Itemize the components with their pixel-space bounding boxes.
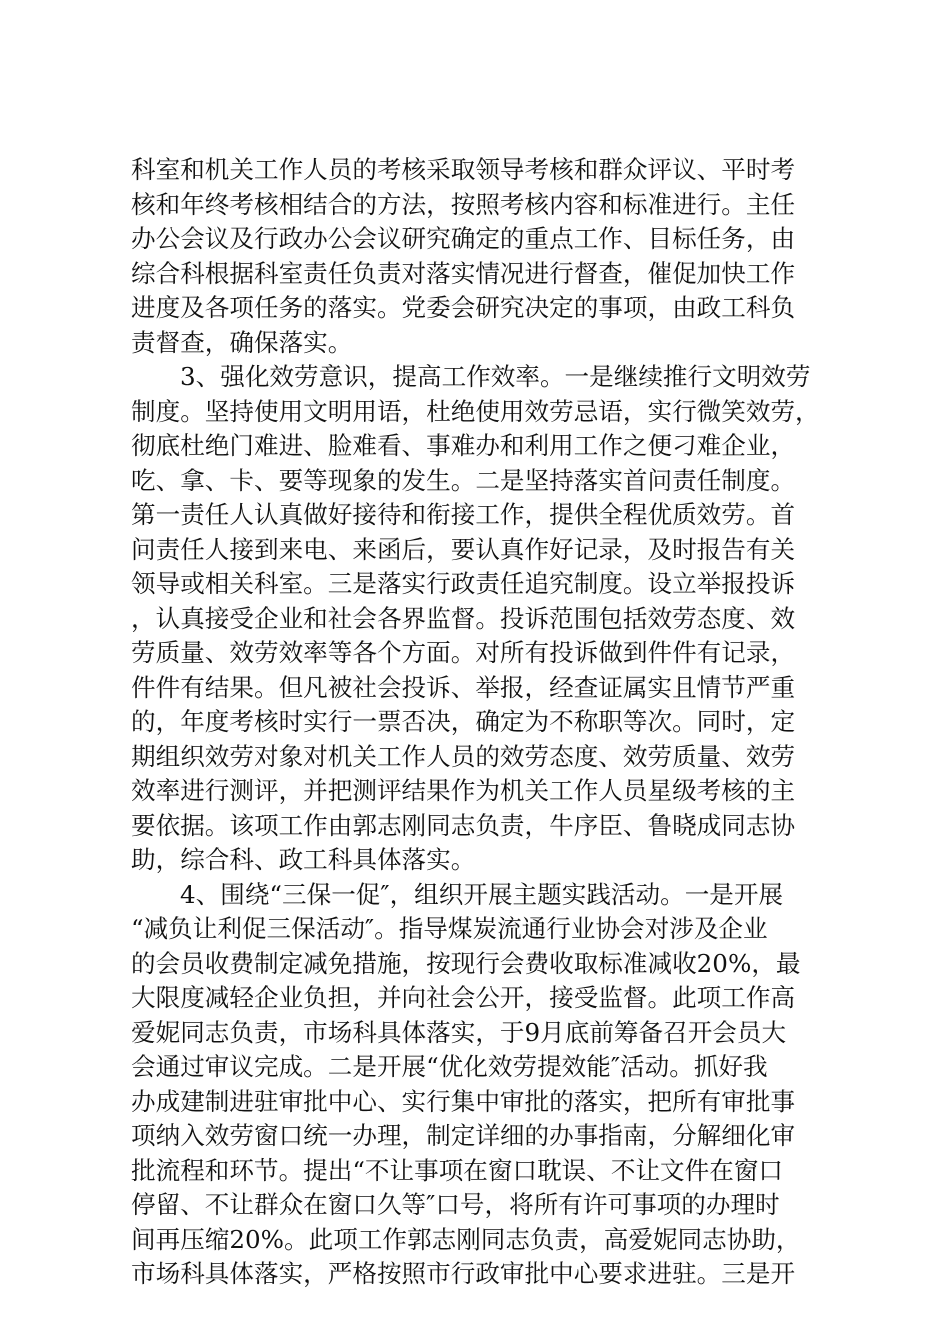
text-line: 制度。坚持使用文明用语，杜绝使用效劳忌语，实行微笑效劳， <box>131 396 820 426</box>
text-line: 综合科根据科室责任负责对落实情况进行督查，催促加快工作 <box>131 258 796 288</box>
paragraph-3-first-line: 3、强化效劳意识，提高工作效率。一是继续推行文明效劳 <box>180 362 811 391</box>
text-line: 责督查，确保落实。 <box>131 327 353 357</box>
document-body <box>131 153 821 1292</box>
text-line: 项纳入效劳窗口统一办理，制定详细的办事指南，分解细化审 <box>131 1121 796 1150</box>
text-line: 彻底杜绝门难进、脸难看、事难办和利用工作之便刁难企业， <box>131 431 796 460</box>
text-line: “减负让利促三保活动″。指导煤炭流通行业协会对涉及企业 <box>131 914 768 943</box>
text-line: 爱妮同志负责，市场科具体落实，于9月底前筹备召开会员大 <box>131 1017 787 1047</box>
text-line: 要依据。该项工作由郭志刚同志负责，牛序臣、鲁晓成同志协 <box>131 810 796 840</box>
text-line: 科室和机关工作人员的考核采取领导考核和群众评议、平时考 <box>131 155 796 184</box>
text-line: 助，综合科、政工科具体落实。 <box>131 845 476 874</box>
text-line: 期组织效劳对象对机关工作人员的效劳态度、效劳质量、效劳 <box>131 741 796 771</box>
text-line: 停留、不让群众在窗口久等″口号，将所有许可事项的办理时 <box>131 1190 780 1219</box>
text-line: 办公会议及行政办公会议研究确定的重点工作、目标任务，由 <box>131 224 796 253</box>
text-line: 的会员收费制定减免措施，按现行会费收取标准减收20%，最 <box>131 948 801 978</box>
text-line: 核和年终考核相结合的方法，按照考核内容和标准进行。主任 <box>131 189 796 219</box>
text-line: 第一责任人认真做好接待和衔接工作，提供全程优质效劳。首 <box>131 500 796 529</box>
text-line: 市场科具体落实，严格按照市行政审批中心要求进驻。三是开 <box>131 1259 796 1288</box>
text-line: 进度及各项任务的落实。党委会研究决定的事项，由政工科负 <box>131 293 796 322</box>
text-line: 的，年度考核时实行一票否决，确定为不称职等次。同时，定 <box>131 707 796 736</box>
text-line: 会通过审议完成。二是开展“优化效劳提效能″活动。抓好我 <box>131 1052 768 1081</box>
text-line: 办成建制进驻审批中心、实行集中审批的落实，把所有审批事 <box>131 1086 796 1116</box>
text-line: 大限度减轻企业负担，并向社会公开，接受监督。此项工作高 <box>131 983 796 1012</box>
text-line: ，认真接受企业和社会各界监督。投诉范围包括效劳态度、效 <box>131 603 796 633</box>
text-line: 效率进行测评，并把测评结果作为机关工作人员星级考核的主 <box>131 776 796 805</box>
paragraph-4-first-line: 4、围绕“三保一促″，组织开展主题实践活动。一是开展 <box>180 879 784 909</box>
text-line: 间再压缩20%。此项工作郭志刚同志负责，高爱妮同志协助， <box>131 1224 801 1254</box>
text-line: 件件有结果。但凡被社会投诉、举报，经查证属实且情节严重 <box>131 672 796 702</box>
text-line: 劳质量、效劳效率等各个方面。对所有投诉做到件件有记录， <box>131 638 796 667</box>
text-line: 领导或相关科室。三是落实行政责任追究制度。设立举报投诉 <box>131 569 796 598</box>
text-line: 批流程和环节。提出“不让事项在窗口耽误、不让文件在窗口 <box>131 1155 784 1185</box>
text-line: 吃、拿、卡、要等现象的发生。二是坚持落实首问责任制度。 <box>131 465 796 495</box>
text-line: 问责任人接到来电、来函后，要认真作好记录，及时报告有关 <box>131 534 796 564</box>
